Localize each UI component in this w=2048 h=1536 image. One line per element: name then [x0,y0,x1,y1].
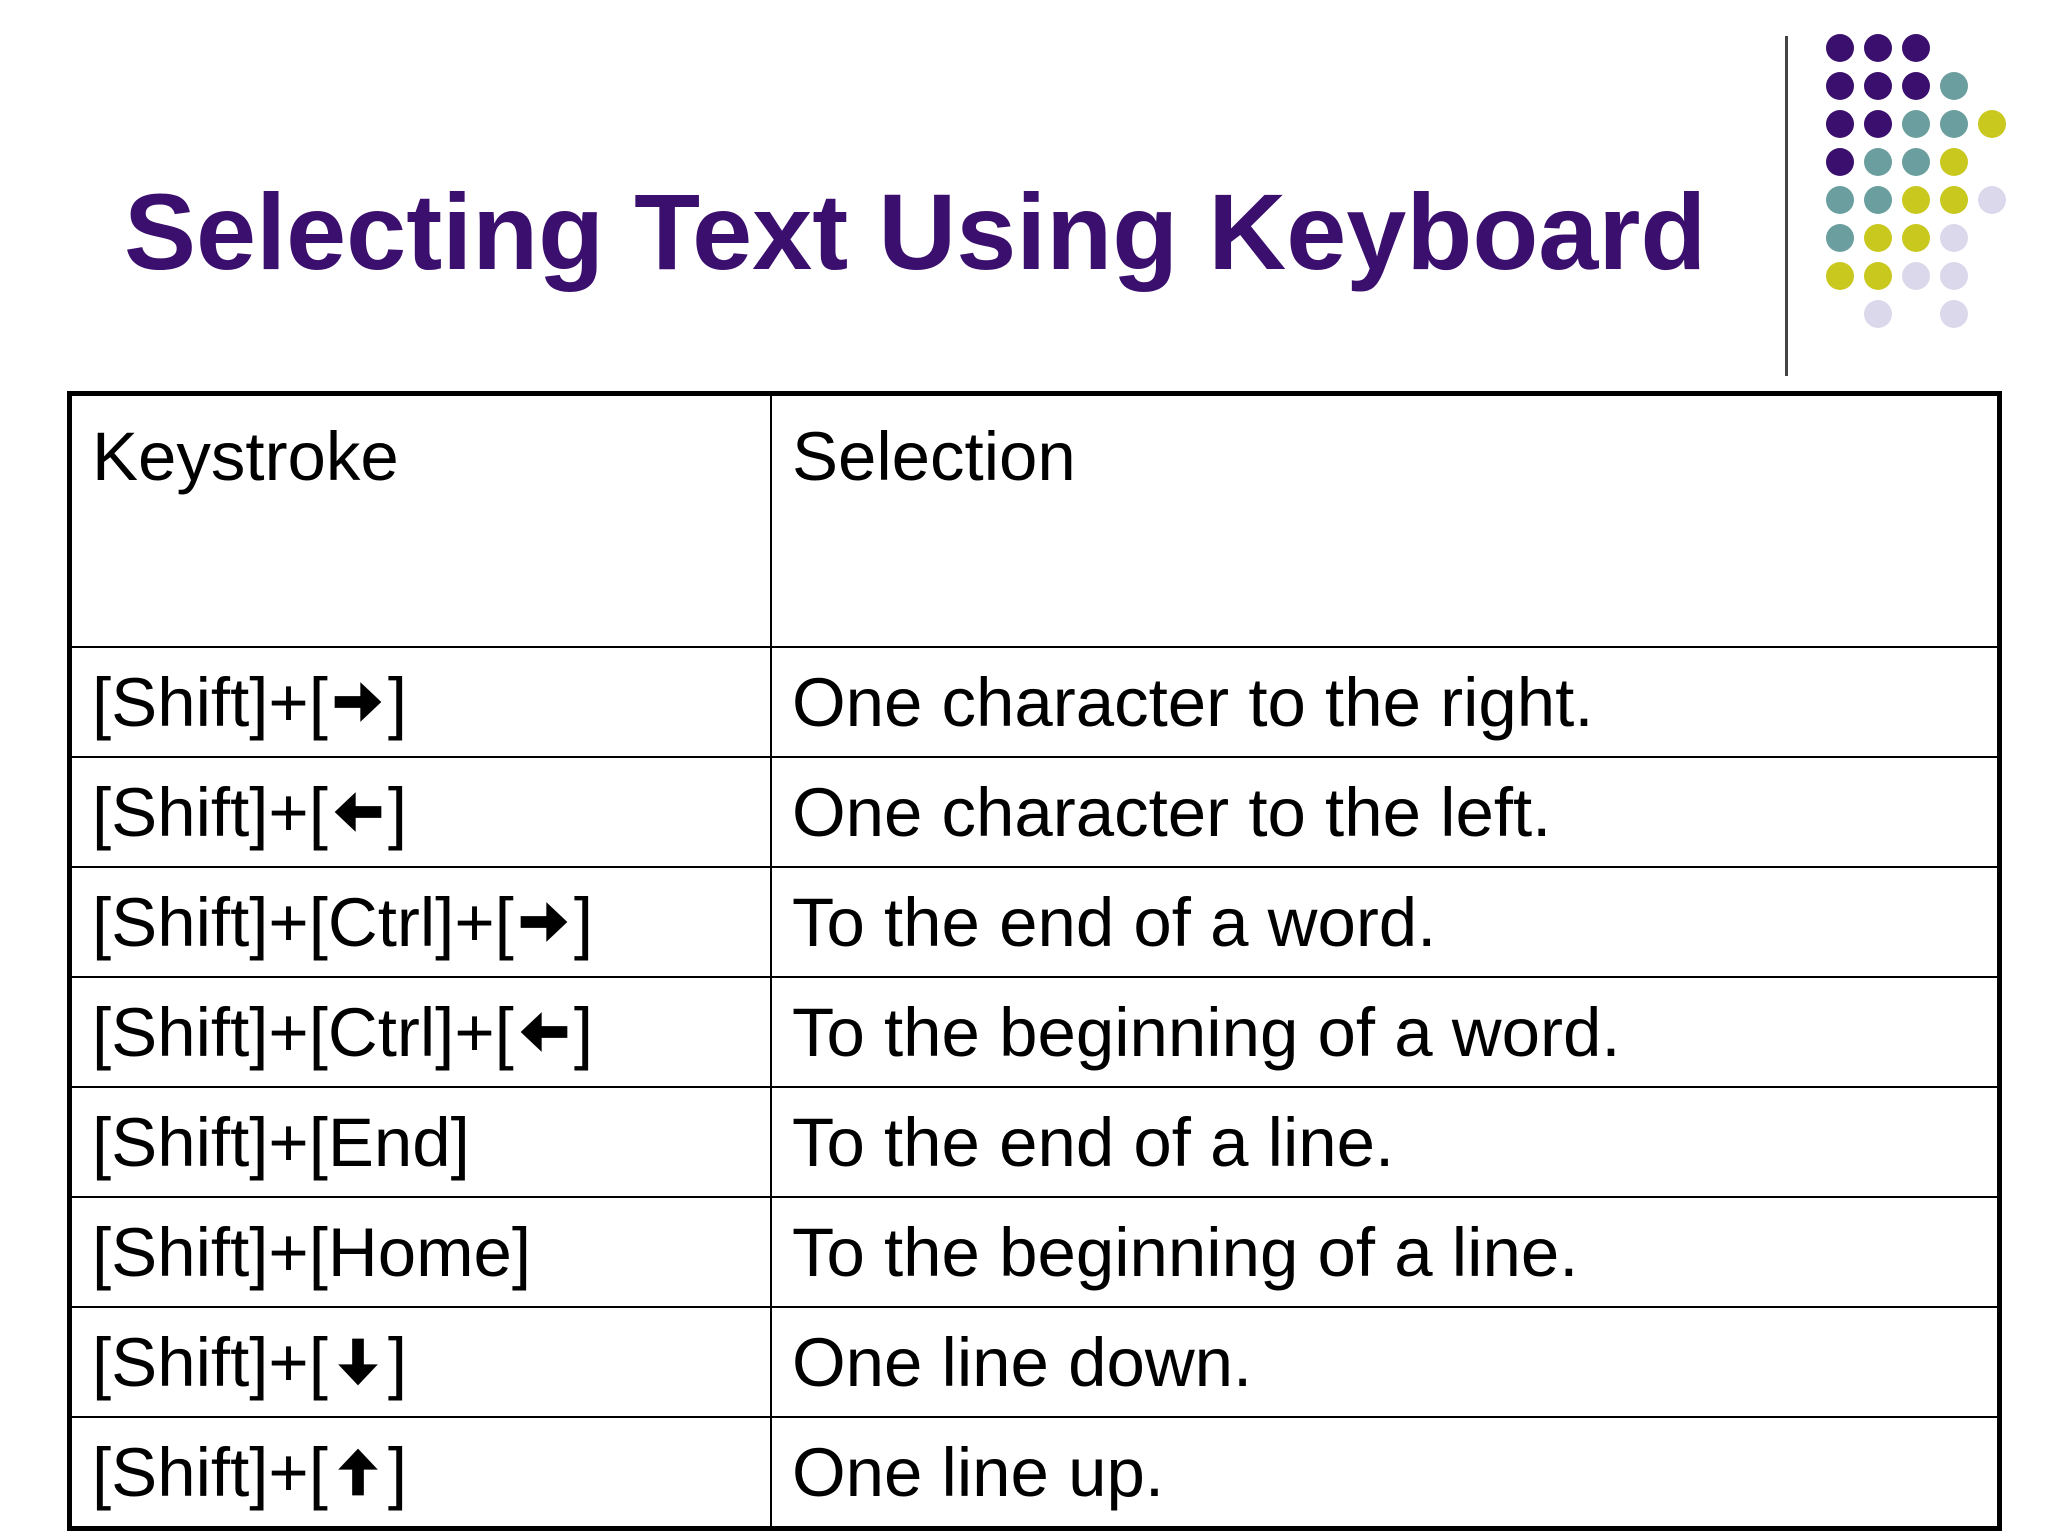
decorative-dot [1826,34,1854,62]
up-arrow-icon [330,1442,386,1498]
selection-cell: One character to the right. [771,647,2000,757]
table-row [70,867,2000,977]
keystroke-text: ] [387,1323,408,1401]
decorative-dot [1978,110,2006,138]
decorative-dot [1902,186,1930,214]
decorative-dot [1940,148,1968,176]
selection-cell: One line up. [771,1417,2000,1529]
keystroke-text: [Shift]+[Ctrl]+[ [92,993,514,1071]
table-row [70,977,2000,1087]
selection-cell: One line down. [771,1307,2000,1417]
decorative-dot [1940,262,1968,290]
keystroke-cell [70,1197,771,1307]
keystroke-cell [70,1307,771,1417]
selection-cell: To the beginning of a line. [771,1197,2000,1307]
selection-cell: To the end of a word. [771,867,2000,977]
keystroke-text: [Shift]+[ [92,663,328,741]
slide-title: Selecting Text Using Keyboard [124,171,1707,292]
keystroke-text: [Shift]+[ [92,1323,328,1401]
keystroke-cell [70,867,771,977]
keystroke-text: [Shift]+[ [92,1433,328,1511]
keystroke-cell [70,757,771,867]
decorative-dot [1826,262,1854,290]
decorative-dot [1940,72,1968,100]
decorative-dot [1826,224,1854,252]
selection-cell: To the beginning of a word. [771,977,2000,1087]
decorative-dot [1826,110,1854,138]
keystroke-cell [70,1087,771,1197]
selection-cell: One character to the left. [771,757,2000,867]
decorative-dot [1902,148,1930,176]
decorative-dot [1978,186,2006,214]
decorative-dot [1902,224,1930,252]
decorative-dot [1864,148,1892,176]
down-arrow-icon [330,1332,386,1388]
selection-cell: To the end of a line. [771,1087,2000,1197]
keystroke-text: ] [573,993,593,1071]
keystroke-text: ] [387,1433,408,1511]
decorative-dot [1826,148,1854,176]
table-row [70,757,2000,867]
decorative-dot [1902,262,1930,290]
decorative-dot [1940,110,1968,138]
table-row [70,647,2000,757]
keystroke-text: [Shift]+[Home] [92,1213,532,1291]
keystroke-cell [70,647,771,757]
keystroke-table [67,391,2002,1531]
table-header-row [70,394,2000,648]
decorative-dot [1940,300,1968,328]
table-row [70,1087,2000,1197]
keystroke-text: [Shift]+[ [92,773,328,851]
keystroke-cell [70,977,771,1087]
table-row [70,1417,2000,1529]
decorative-dot [1864,110,1892,138]
decorative-dot [1864,262,1892,290]
header-keystroke: Keystroke [70,394,771,648]
left-arrow-icon [330,782,386,838]
header-selection: Selection [771,394,2000,648]
decorative-dot [1864,34,1892,62]
decorative-dot [1864,300,1892,328]
right-arrow-icon [330,672,386,728]
keystroke-cell [70,1417,771,1529]
decorative-dot [1826,186,1854,214]
right-arrow-icon [516,892,572,948]
decorative-dot [1864,186,1892,214]
keystroke-text: ] [387,663,408,741]
keystroke-text: [Shift]+[Ctrl]+[ [92,883,514,961]
left-arrow-icon [516,1002,572,1058]
decorative-dot [1902,110,1930,138]
decorative-dot [1864,224,1892,252]
title-divider [1785,36,1788,376]
keystroke-text: [Shift]+[End] [92,1103,470,1181]
decorative-dot [1902,72,1930,100]
decorative-dot [1940,186,1968,214]
table-row [70,1307,2000,1417]
table-row [70,1197,2000,1307]
keystroke-text: ] [573,883,593,961]
decorative-dot [1826,72,1854,100]
decorative-dot [1902,34,1930,62]
decorative-dot [1940,224,1968,252]
decorative-dot [1864,72,1892,100]
keystroke-text: ] [387,773,408,851]
